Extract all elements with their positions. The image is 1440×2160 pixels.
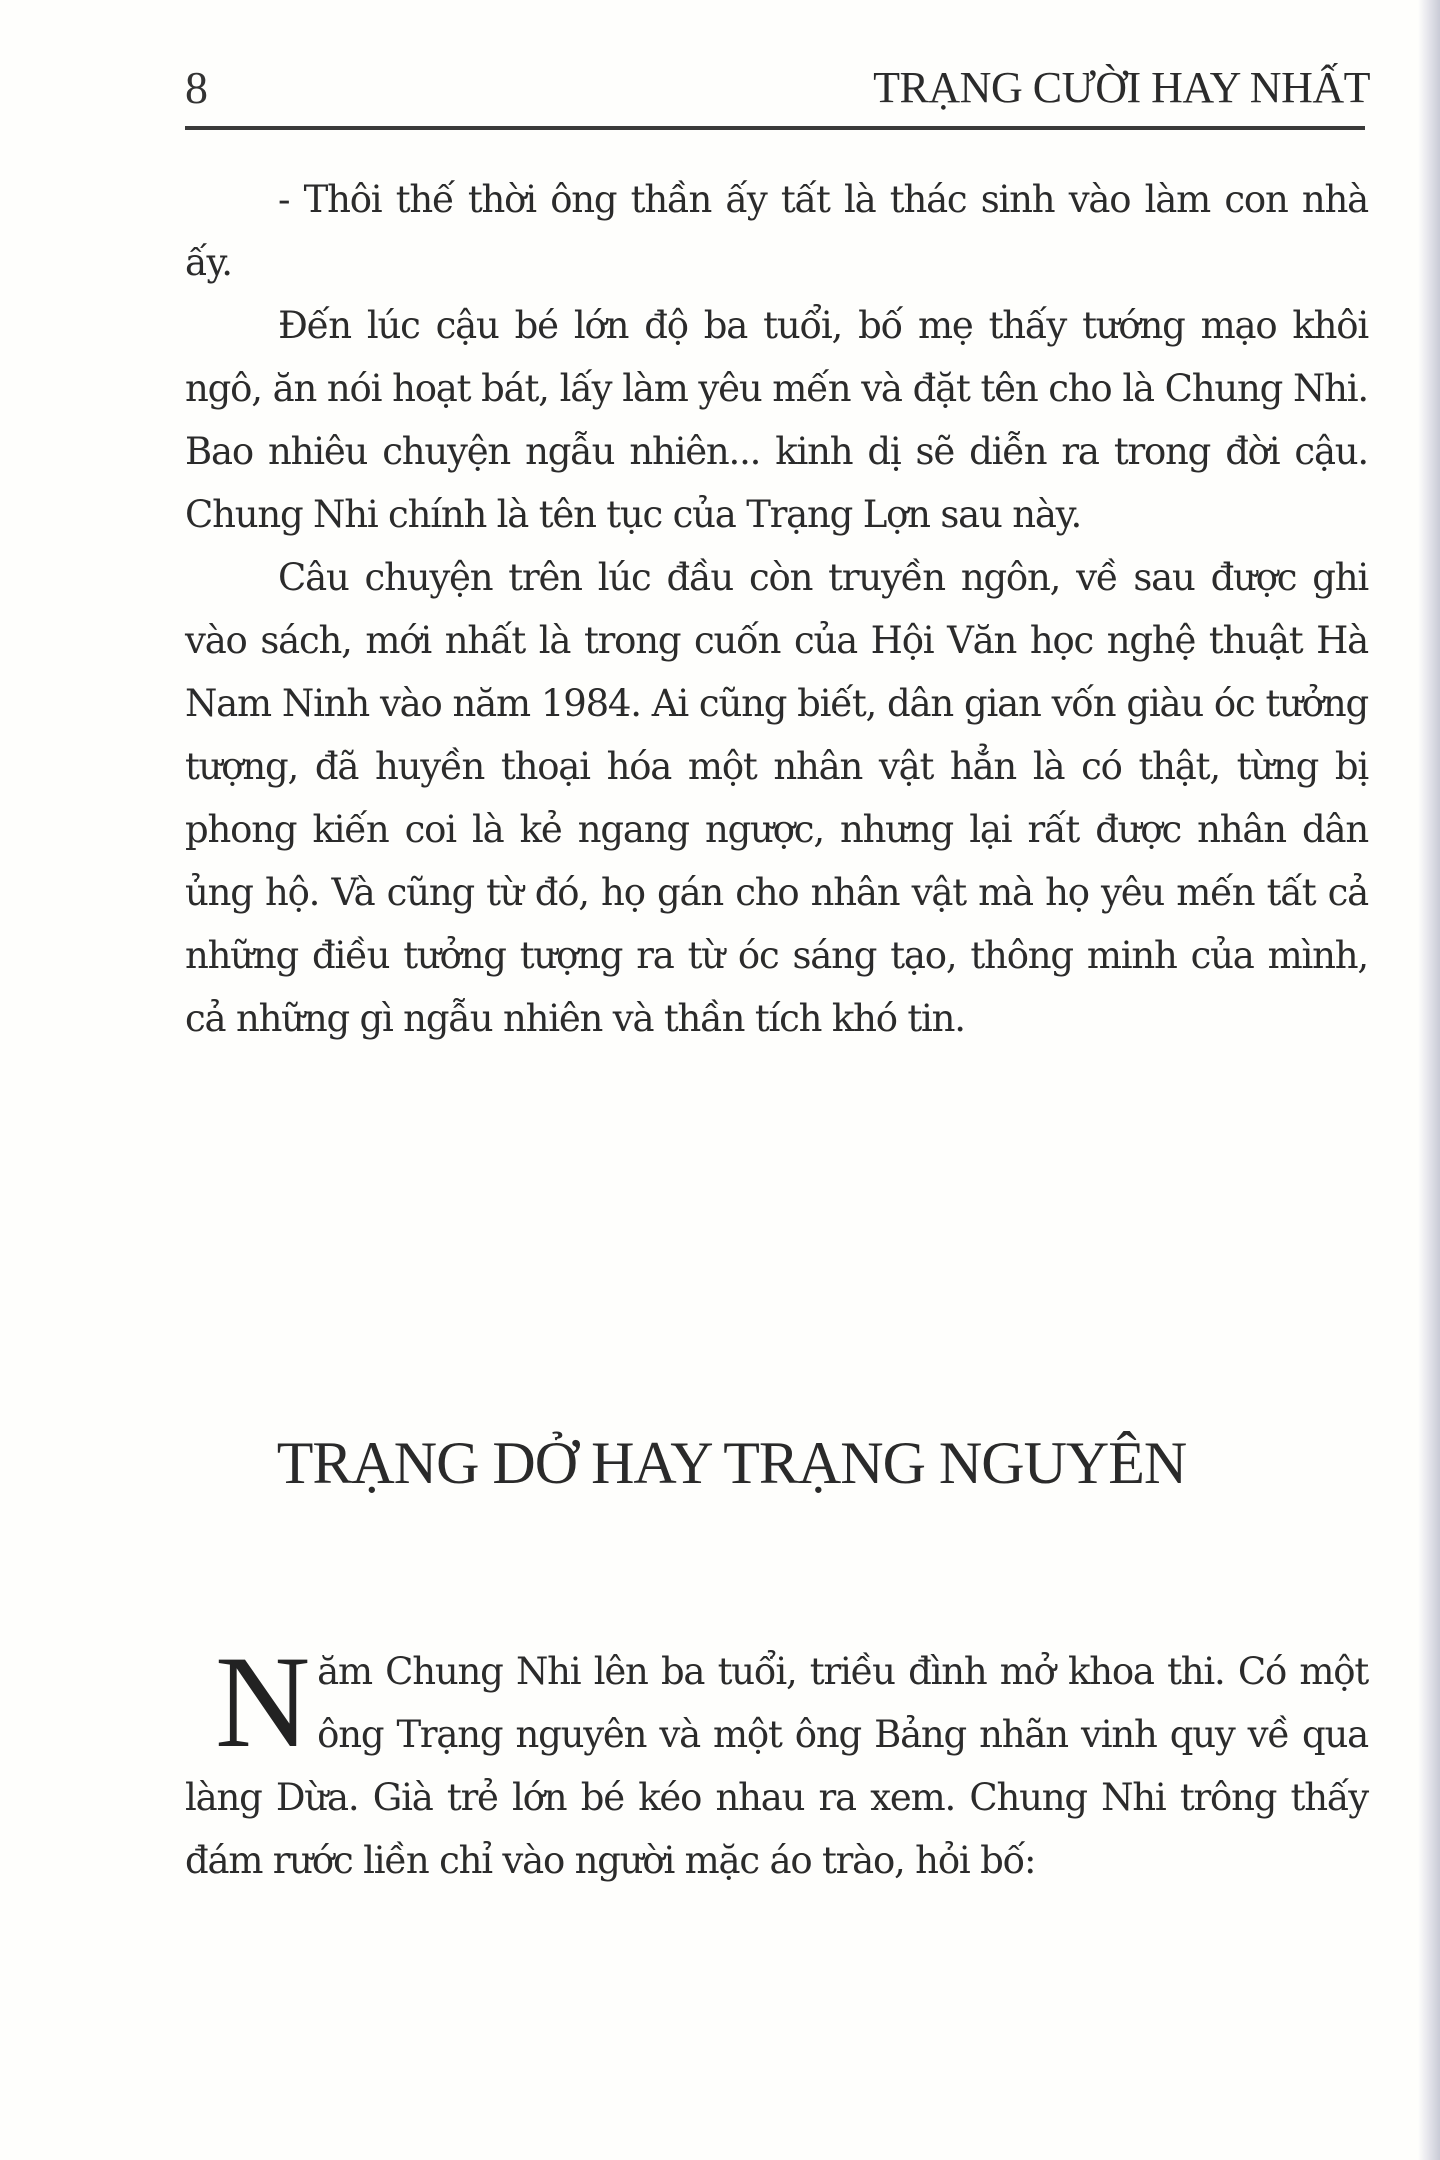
body-text — [185, 168, 1368, 1050]
book-title: TRẠNG CƯỜI HAY NHẤT — [873, 63, 1370, 112]
paragraph: - Thôi thế thời ông thần ấy tất là thác sinh vào làm con nhà ấy. — [185, 178, 1368, 284]
paragraph-text: ăm Chung Nhi lên ba tuổi, triều đình mở khoa thi. Có một ông Trạng nguyên và một ông Bảng nhãn vinh quy về qua làng Dừa. Già trẻ lớn bé kéo nhau ra xem. Chung Nhi trông thấy đám rước liền chỉ vào người mặc áo trào, hỏi bố: — [185, 1650, 1368, 1882]
section-heading: TRẠNG DỞ HAY TRẠNG NGUYÊN — [276, 1430, 1187, 1496]
paragraph: Đến lúc cậu bé lớn độ ba tuổi, bố mẹ thấy tướng mạo khôi ngô, ăn nói hoạt bát, lấy làm yêu mến và đặt tên cho là Chung Nhi. Bao nhiêu chuyện ngẫu nhiên... kinh dị sẽ diễn ra trong đời cậu. Chung Nhi chính là tên tục của Trạng Lợn sau này. — [185, 304, 1368, 536]
paragraph — [185, 1628, 1368, 1892]
header-rule — [185, 126, 1365, 130]
drop-cap: N — [215, 1628, 310, 1775]
section-body — [185, 1628, 1368, 1892]
page-number: 8 — [185, 62, 208, 113]
running-header — [185, 58, 1370, 118]
paragraph: Câu chuyện trên lúc đầu còn truyền ngôn, về sau được ghi vào sách, mới nhất là trong cuốn của Hội Văn học nghệ thuật Hà Nam Ninh vào năm 1984. Ai cũng biết, dân gian vốn giàu óc tưởng tượng, đã huyền thoại hóa một nhân vật hẳn là có thật, từng bị phong kiến coi là kẻ ngang ngược, nhưng lại rất được nhân dân ủng hộ. Và cũng từ đó, họ gán cho nhân vật mà họ yêu mến tất cả những điều tưởng tượng ra từ óc sáng tạo, thông minh của mình, cả những gì ngẫu nhiên và thần tích khó tin. — [185, 556, 1368, 1040]
